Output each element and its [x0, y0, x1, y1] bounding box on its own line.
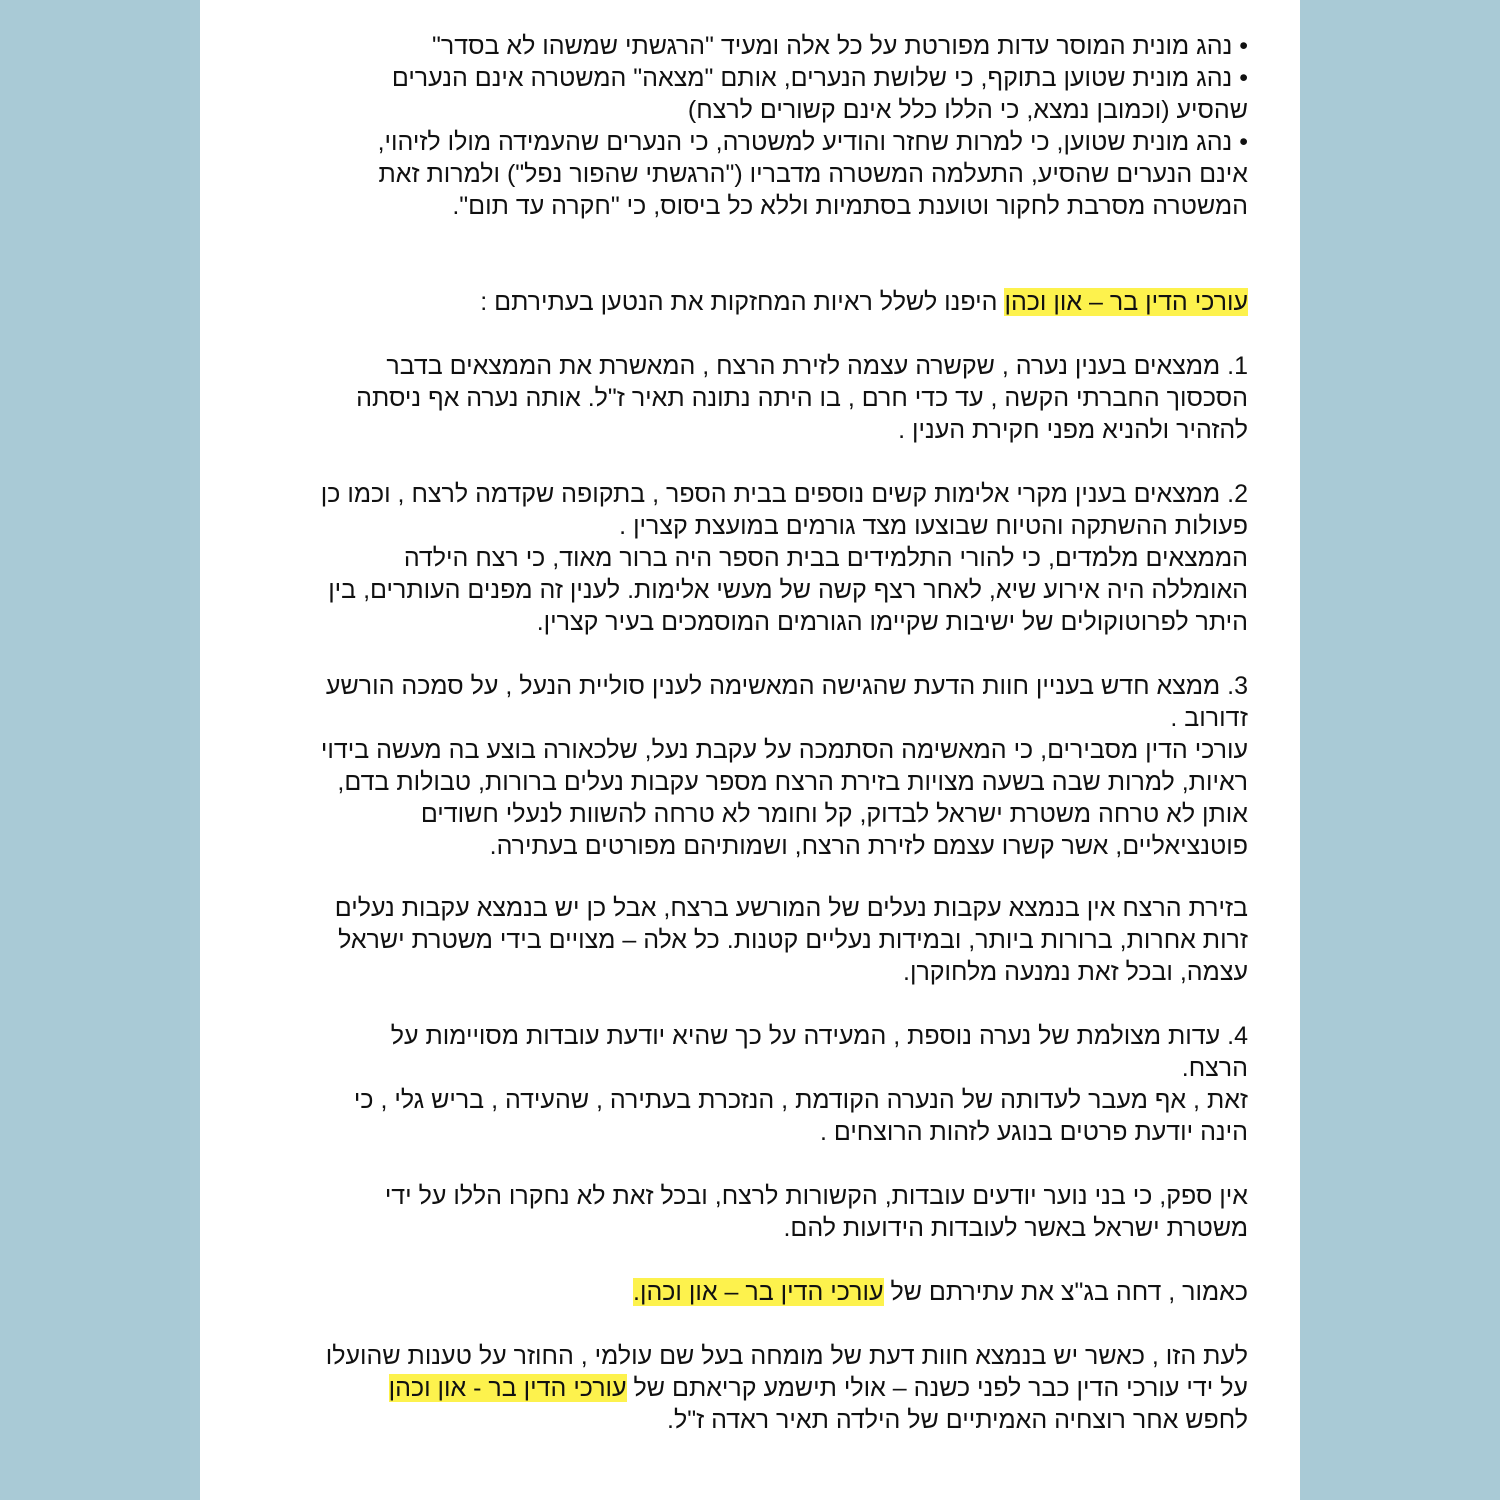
text-line: הממצאים מלמדים, כי להורי התלמידים בבית הספר היה ברור מאוד, כי רצח הילדה: [403, 544, 1248, 572]
text-line: זרות אחרות, ברורות ביותר, ובמידות נעליים קטנות. כל אלה – מצויים בידי משטרת ישראל: [338, 926, 1248, 954]
text-segment: כאמור , דחה בג"צ את עתירתם של: [890, 1278, 1248, 1306]
text-line: עצמה, ובכל זאת נמנעה מלחוקרן.: [903, 958, 1248, 986]
text-line: 2. ממצאים בענין מקרי אלימות קשים נוספים בבית הספר , בתקופה שקדמה לרצח , וכמו כן: [320, 480, 1248, 508]
text-line: • נהג מונית שטוען בתוקף, כי שלושת הנערים, אותם "מצאה" המשטרה אינם הנערים: [391, 64, 1248, 92]
text-line: להזהיר ולהניא מפני חקירת הענין .: [898, 416, 1248, 444]
text-line: משטרת ישראל באשר לעובדות הידועות להם.: [783, 1214, 1248, 1242]
text-line: אינם הנערים שהסיע, התעלמה המשטרה מדבריו ("הרגשתי שהפור נפל") ולמרות זאת: [378, 160, 1248, 188]
highlighted-lawyers: עורכי הדין בר - און וכהן: [388, 1374, 627, 1402]
highlighted-lawyers: עורכי הדין בר – און וכהן: [1004, 288, 1248, 316]
text-line: פעולות ההשתקה והטיוח שבוצעו מצד גורמים במועצת קצרין .: [619, 512, 1248, 540]
text-line: זאת , אף מעבר לעדותה של הנערה הקודמת , הנזכרת בעתירה , שהעידה , בריש גלי , כי: [353, 1086, 1248, 1114]
text-line: אין ספק, כי בני נוער יודעים עובדות, הקשורות לרצח, ובכל זאת לא נחקרו הללו על ידי: [384, 1182, 1248, 1210]
text-segment: היפנו לשלל ראיות המחזקות את הנטען בעתירתם :: [480, 288, 998, 316]
text-line: הרצח.: [1181, 1054, 1248, 1082]
text-line: האומללה היה אירוע שיא, לאחר רצף קשה של מעשי אלימות. לענין זה מפנים העותרים, בין: [328, 576, 1248, 604]
document-text: [200, 0, 1300, 1500]
text-line: • נהג מונית המוסר עדות מפורטת על כל אלה ומעיד "הרגשתי שמשהו לא בסדר": [432, 32, 1248, 60]
text-line: 3. ממצא חדש בעניין חוות הדעת שהגישה המאשימה לענין סוליית הנעל , על סמכה הורשע: [325, 672, 1248, 700]
text-line: הינה יודעת פרטים בנוגע לזהות הרוצחים .: [819, 1118, 1248, 1146]
text-line: בזירת הרצח אין בנמצא עקבות נעלים של המורשע ברצח, אבל כן יש בנמצא עקבות נעלים: [334, 894, 1248, 922]
text-line: [480, 286, 1248, 318]
text-line: ראיות, למרות שבה בשעה מצויות בזירת הרצח מספר עקבות נעלים ברורות, טבולות בדם,: [337, 768, 1248, 796]
text-line: שהסיע (וכמובן נמצא, כי הללו כלל אינם קשורים לרצח): [687, 96, 1248, 124]
text-line: [633, 1276, 1248, 1308]
text-line: לעת הזו , כאשר יש בנמצא חוות דעת של מומחה בעל שם עולמי , החוזר על טענות שהועלו: [325, 1342, 1248, 1370]
text-line: • נהג מונית שטוען, כי למרות שחזר והודיע למשטרה, כי הנערים שהעמידה מולו לזיהוי,: [377, 128, 1248, 156]
text-line: זדורוב .: [1170, 704, 1248, 732]
text-line: אותן לא טרחה משטרת ישראל לבדוק, קל וחומר לא טרחה להשוות לנעלי חשודים: [420, 800, 1248, 828]
text-line: המשטרה מסרבת לחקור וטוענת בסתמיות וללא כל ביסוס, כי "חקרה עד תום".: [452, 192, 1248, 220]
document-page: [200, 0, 1300, 1500]
highlighted-lawyers: עורכי הדין בר – און וכהן.: [633, 1278, 884, 1306]
text-line: 4. עדות מצולמת של נערה נוספת , המעידה על כך שהיא יודעת עובדות מסויימות על: [390, 1022, 1248, 1050]
text-line: הסכסוך החברתי הקשה , עד כדי חרם , בו היתה נתונה תאיר ז"ל. אותה נערה אף ניסתה: [356, 384, 1248, 412]
text-line: עורכי הדין מסבירים, כי המאשימה הסתמכה על עקבת נעל, שלכאורה בוצע בה מעשה בידוי: [320, 736, 1248, 764]
text-line: פוטנציאליים, אשר קשרו עצמם לזירת הרצח, ושמותיהם מפורטים בעתירה.: [489, 832, 1248, 860]
text-line: [389, 1372, 1248, 1404]
text-line: היתר לפרוטוקולים של ישיבות שקיימו הגורמים המוסמכים בעיר קצרין.: [536, 608, 1248, 636]
text-line: 1. ממצאים בענין נערה , שקשרה עצמה לזירת הרצח , המאשרת את הממצאים בדבר: [386, 352, 1248, 380]
text-line: לחפש אחר רוצחיה האמיתיים של הילדה תאיר ראדה ז"ל.: [667, 1406, 1248, 1434]
text-segment: על ידי עורכי הדין כבר לפני כשנה – אולי תישמע קריאתם של: [633, 1374, 1248, 1402]
